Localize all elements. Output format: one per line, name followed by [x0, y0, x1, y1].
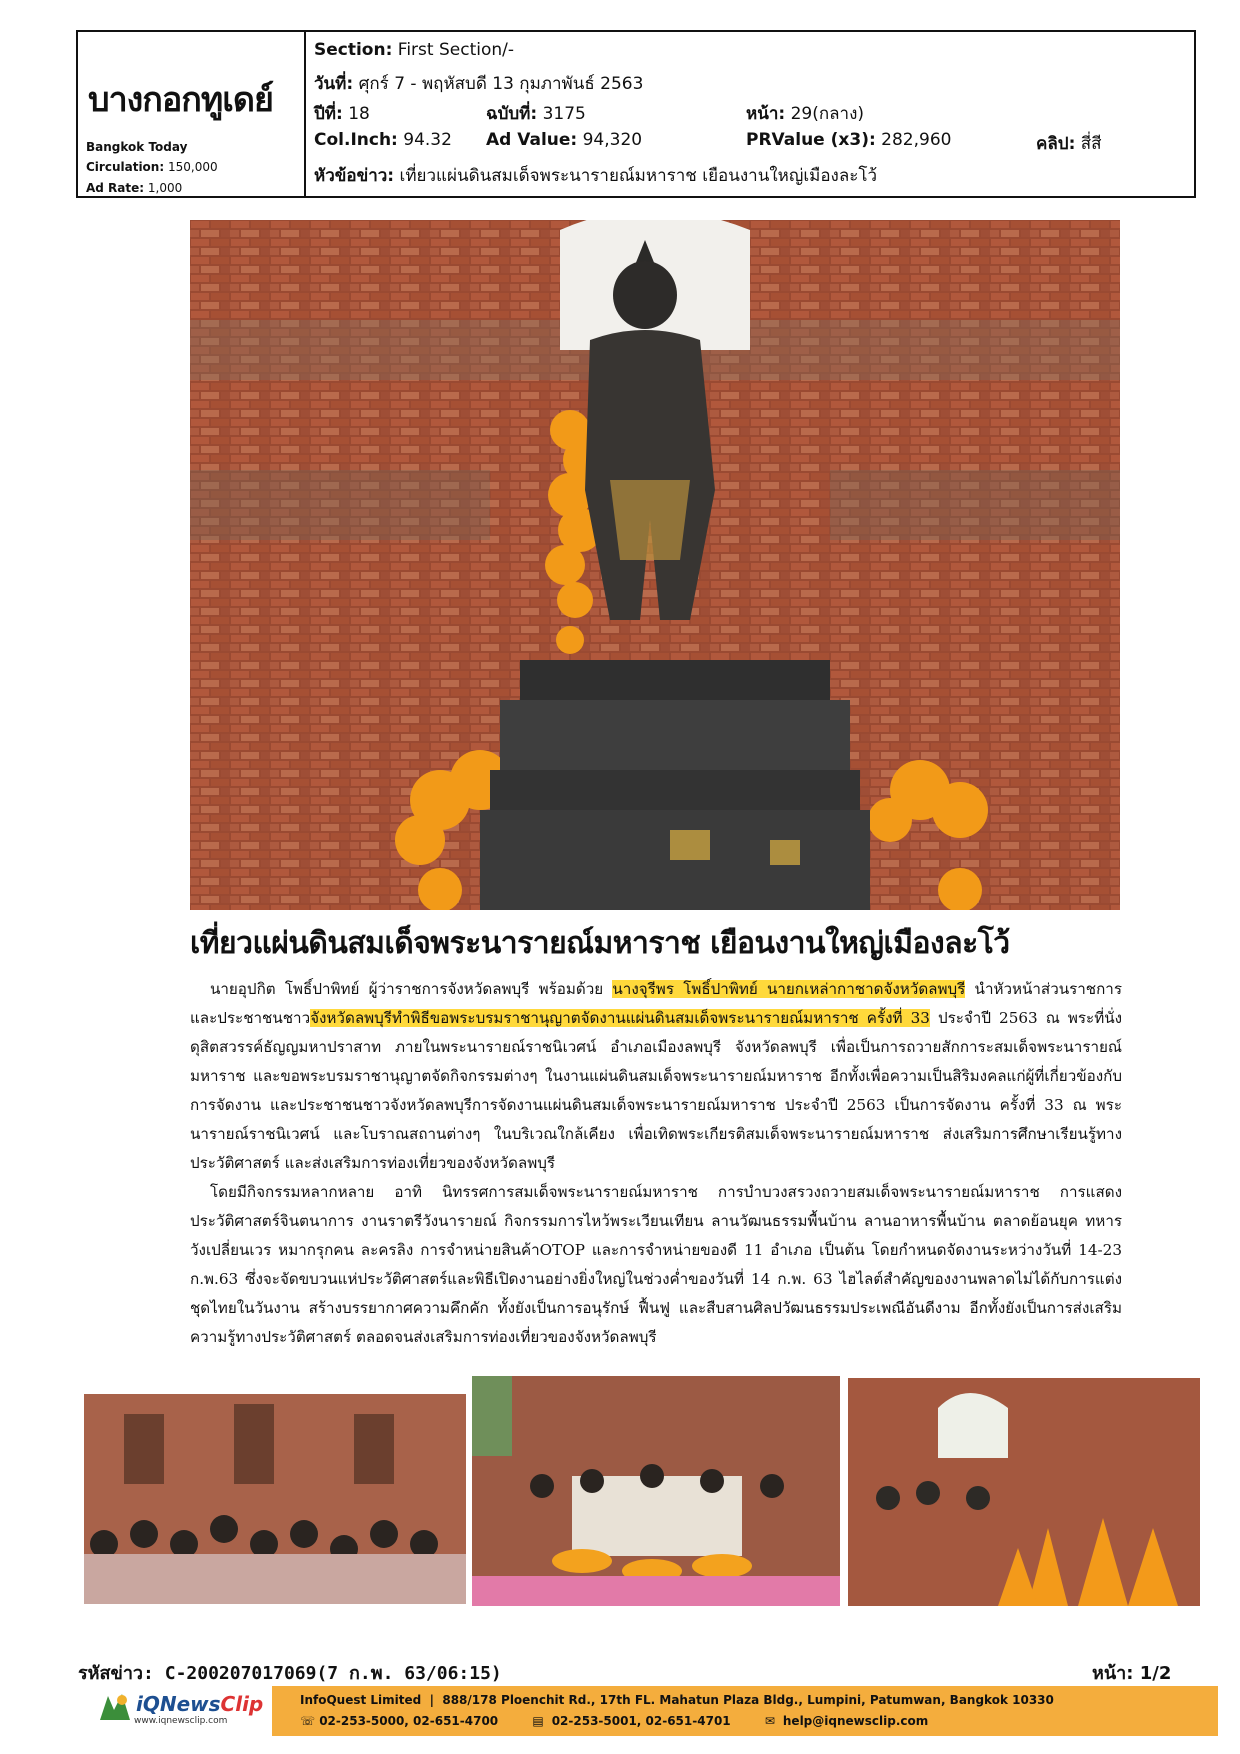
colinch-field: Col.Inch: 94.32 [314, 130, 452, 150]
contact-details: ☏ 02-253-5000, 02-651-4700 ▤ 02-253-5001, 02-651-4701 ✉ help@iqnewsclip.com [300, 1714, 929, 1728]
article-body [190, 975, 1122, 1352]
newspaper-logo: บางกอกทูเดย์ [88, 80, 273, 120]
page-field: หน้า: 29(กลาง) [746, 104, 865, 124]
highlighted-text: นางจุรีพร โพธิ์ปาพิทย์ นายกเหล่ากาชาดจังหวัดลพบุรี [612, 980, 966, 998]
page-number: หน้า: 1/2 [1092, 1663, 1172, 1684]
advalue-field: Ad Value: 94,320 [486, 130, 643, 150]
email-link[interactable]: help@iqnewsclip.com [782, 1714, 929, 1728]
crowd-photo [84, 1394, 466, 1604]
iqnewsclip-logo [98, 1690, 268, 1732]
iq-logo-icon [98, 1692, 132, 1722]
section-row: Section: First Section/- [314, 40, 514, 60]
publication-info [78, 32, 306, 196]
highlighted-text: จังหวัดลพบุรีทำพิธีขอพระบรมราชานุญาตจัดงานแผ่นดินสมเด็จพระนารายณ์มหาราช ครั้งที่ 33 [310, 1009, 930, 1027]
year-field: ปีที่: 18 [314, 104, 370, 124]
issue-field: ฉบับที่: 3175 [486, 104, 586, 124]
contact-bar [272, 1686, 1218, 1736]
email-icon: ✉ [764, 1714, 775, 1728]
article-paragraph: โดยมีกิจกรรมหลากหลาย อาทิ นิทรรศการสมเด็จพระนารายณ์มหาราช การบำบวงสรวงถวายสมเด็จพระนารายณ์มหาราช การแสดงประวัติศาสตร์จินตนาการ งานราตรีวังนารายณ์ กิจกรรมการไหว้พระเวียนเทียน ลานวัฒนธรรมพื้นบ้าน ลานอาหารพื้นบ้าน ตลาดย้อนยุค ทหารวังเปลี่ยนเวร หมากรุกคน ละครลิง การจำหน่ายสินค้าOTOP และการจำหน่ายของดี 11 อำเภอ เป็นต้น โดยกำหนดจัดงานระหว่างวันที่ 14-23 ก.พ.63 ซึ่งจะจัดขบวนแห่ประวัติศาสตร์และพิธีเปิดงานอย่างยิ่งใหญ่ในช่วงค่ำของวันที่ 14 ก.พ. 63 ไฮไลต์สำคัญของงานพลาดไม่ได้กับการแต่งชุดไทยในวันงาน สร้างบรรยากาศความคึกคัก ทั้งยังเป็นการอนุรักษ์ ฟื้นฟู และสืบสานศิลปวัฒนธรรมประเพณีอันดีงาม อีกทั้งยังเป็นการส่งเสริมความรู้ทางประวัติศาสตร์ ตลอดจนส่งเสริมการท่องเที่ยวของจังหวัดลพบุรี [190, 1183, 1122, 1346]
headline-row: หัวข้อข่าว: เที่ยวแผ่นดินสมเด็จพระนารายณ์มหาราช เยือนงานใหญ่เมืองละโว้ [314, 166, 878, 186]
clipping-header [76, 30, 1196, 198]
fax-icon: ▤ [532, 1714, 544, 1728]
news-code: รหัสข่าว: C-200207017069(7 ก.พ. 63/06:15) [78, 1663, 502, 1684]
publication-name: Bangkok Today [86, 140, 188, 154]
brand-url: www.iqnewsclip.com [134, 1716, 228, 1726]
article-paragraph: นายอุปกิต โพธิ์ปาพิทย์ ผู้ว่าราชการจังหวัดลพบุรี พร้อมด้วย นางจุรีพร โพธิ์ปาพิทย์ นายกเหล่ากาชาดจังหวัดลพบุรี นำหัวหน้าส่วนราชการ และประชาชนชาวจังหวัดลพบุรีทำพิธีขอพระบรมราชานุญาตจัดงานแผ่นดินสมเด็จพระนารายณ์มหาราช ครั้งที่ 33 ประจำปี 2563 ณ พระที่นั่งดุสิตสวรรค์ธัญญมหาปราสาท ภายในพระนารายณ์ราชนิเวศน์ อำเภอเมืองลพบุรี จังหวัดลพบุรี เพื่อเป็นการถวายสักการะสมเด็จพระนารายณ์มหาราช และขอพระบรมราชานุญาตจัดกิจกรรมต่างๆ ในงานแผ่นดินสมเด็จพระนารายณ์มหาราช อีกทั้งเพื่อความเป็นสิริมงคลแก่ผู้ที่เกี่ยวข้องกับการจัดงาน และประชาชนชาวจังหวัดลพบุรีการจัดงานแผ่นดินสมเด็จพระนารายณ์มหาราช ประจำปี 2563 เป็นการจัดงาน ครั้งที่ 33 ณ พระนารายณ์ราชนิเวศน์ และโบราณสถานต่างๆ ในบริเวณใกล้เคียง เพื่อเทิดพระเกียรติสมเด็จพระนารายณ์มหาราช ส่งเสริมการศึกษาเรียนรู้ทางประวัติศาสตร์ และส่งเสริมการท่องเที่ยวของจังหวัดลพบุรี [190, 980, 1123, 1172]
prvalue-field: PRValue (x3): 282,960 [746, 130, 952, 150]
article-headline: เที่ยวแผ่นดินสมเด็จพระนารายณ์มหาราช เยือนงานใหญ่เมืองละโว้ [190, 926, 1010, 961]
clip-metadata [306, 32, 1194, 196]
ad-rate: Ad Rate: 1,000 [86, 181, 183, 195]
circulation: Circulation: 150,000 [86, 160, 218, 174]
offering-photo [848, 1378, 1200, 1606]
brand-name: iQNewsClip [136, 1692, 264, 1716]
ceremony-photo [472, 1376, 840, 1606]
date-row: วันที่: ศุกร์ 7 - พฤหัสบดี 13 กุมภาพันธ์ 2563 [314, 74, 644, 94]
clip-field: คลิป: สี่สี [1036, 134, 1102, 154]
company-address: InfoQuest Limited | 888/178 Ploenchit Rd., 17th FL. Mahatun Plaza Bldg., Lumpini, Patumwan, Bangkok 10330 [300, 1693, 1054, 1707]
phone-icon: ☏ [300, 1714, 316, 1728]
statue-photo [190, 220, 1120, 910]
